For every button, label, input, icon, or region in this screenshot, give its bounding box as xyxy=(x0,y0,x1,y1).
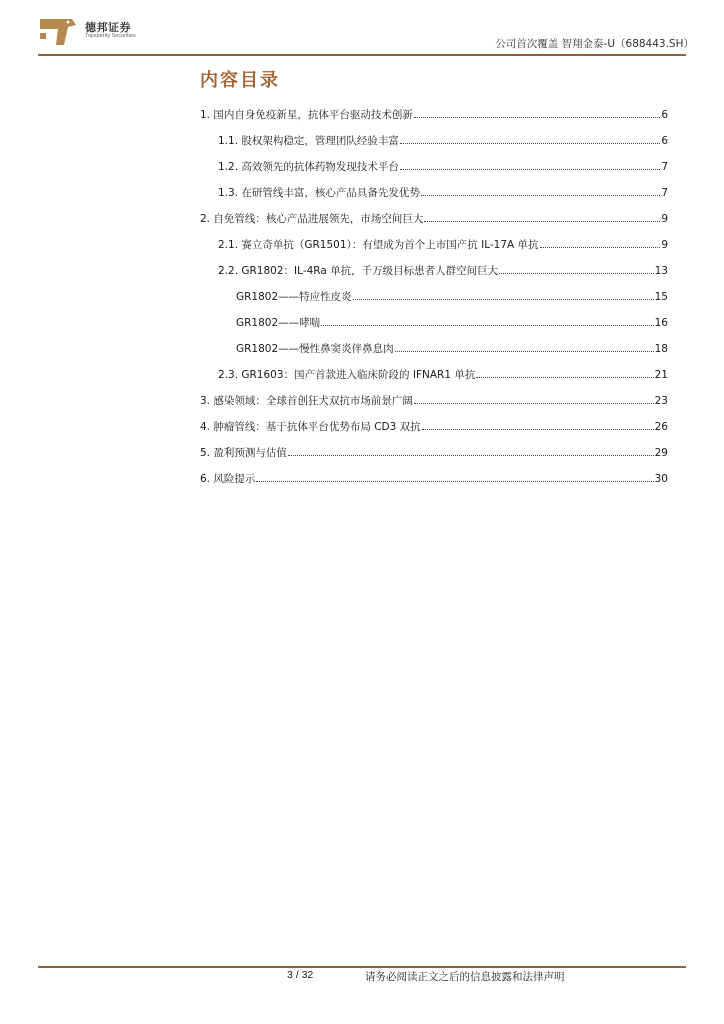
leader-dots xyxy=(353,290,654,300)
toc-entry[interactable] xyxy=(200,420,668,434)
toc-entry-label: 1.3. 在研管线丰富，核心产品具备先发优势 xyxy=(218,187,420,199)
toc-entry[interactable] xyxy=(218,264,668,278)
toc-entry-page: 30 xyxy=(654,473,668,485)
legal-disclaimer: 请务必阅读正文之后的信息披露和法律声明 xyxy=(365,971,565,983)
toc-entry-page: 26 xyxy=(654,421,668,433)
report-header-title: 公司首次覆盖 智翔金泰-U（688443.SH） xyxy=(495,38,694,50)
toc-entry[interactable] xyxy=(218,134,668,148)
toc-entry-label: 2.2. GR1802：IL-4Ra 单抗，千万级目标患者人群空间巨大 xyxy=(218,265,499,277)
toc-entry-label: 3. 感染领域：全球首创狂犬双抗市场前景广阔 xyxy=(200,395,413,407)
toc-entry-label: GR1802——慢性鼻窦炎伴鼻息肉 xyxy=(236,343,394,355)
toc-entry-page: 21 xyxy=(654,369,668,381)
leader-dots xyxy=(424,212,660,222)
toc-entry-label: 1.2. 高效领先的抗体药物发现技术平台 xyxy=(218,161,399,173)
toc-entry[interactable] xyxy=(218,160,668,174)
toc-entry-page: 16 xyxy=(654,317,668,329)
toc-entry-label: 2.1. 赛立奇单抗（GR1501）：有望成为首个上市国产抗 IL-17A 单抗 xyxy=(218,239,539,251)
toc-entry-label: 5. 盈利预测与估值 xyxy=(200,447,287,459)
toc-entry-page: 13 xyxy=(654,265,668,277)
toc-entry-label: 1.1. 股权架构稳定，管理团队经验丰富 xyxy=(218,135,399,147)
toc-entry[interactable] xyxy=(200,108,668,122)
brand-name-en: Topsperity Securities xyxy=(85,33,136,39)
toc-entry-label: 6. 风险提示 xyxy=(200,473,256,485)
toc-entry-label: GR1802——特应性皮炎 xyxy=(236,291,352,303)
toc-entry-page: 9 xyxy=(661,239,668,251)
toc-entry[interactable] xyxy=(200,212,668,226)
toc-entry[interactable] xyxy=(236,290,668,304)
toc-title: 内容目录 xyxy=(200,70,280,91)
toc-entry[interactable] xyxy=(218,186,668,200)
toc-entry-label: 2.3. GR1603：国产首款进入临床阶段的 IFNAR1 单抗 xyxy=(218,369,476,381)
toc-entry-page: 6 xyxy=(661,109,668,121)
toc-entry-label: 1. 国内自身免疫新星，抗体平台驱动技术创新 xyxy=(200,109,413,121)
toc-entry-label: 2. 自免管线：核心产品进展领先，市场空间巨大 xyxy=(200,213,424,225)
toc-entry-page: 23 xyxy=(654,395,668,407)
page-number: 3 / 32 xyxy=(287,969,314,981)
leader-dots xyxy=(414,394,654,404)
toc-entry[interactable] xyxy=(200,446,668,460)
toc-entry[interactable] xyxy=(218,238,668,252)
leader-dots xyxy=(476,368,653,378)
toc-entry-page: 15 xyxy=(654,291,668,303)
leader-dots xyxy=(256,472,653,482)
toc-entry-page: 29 xyxy=(654,447,668,459)
leader-dots xyxy=(288,446,654,456)
toc-entry[interactable] xyxy=(218,368,668,382)
toc-entry[interactable] xyxy=(200,472,668,486)
toc-entry-page: 6 xyxy=(661,135,668,147)
brand-name-cn: 德邦证券 xyxy=(85,21,131,34)
toc-entry[interactable] xyxy=(236,316,668,330)
leader-dots xyxy=(321,316,653,326)
leader-dots xyxy=(499,264,654,274)
toc-entry-page: 18 xyxy=(654,343,668,355)
header-divider xyxy=(38,54,686,56)
toc-entry-label: GR1802——哮喘 xyxy=(236,317,321,329)
leader-dots xyxy=(395,342,654,352)
leader-dots xyxy=(400,160,660,170)
toc-entry-label: 4. 肿瘤管线：基于抗体平台优势布局 CD3 双抗 xyxy=(200,421,421,433)
leader-dots xyxy=(421,186,660,196)
toc-entry[interactable] xyxy=(200,394,668,408)
toc-entry[interactable] xyxy=(236,342,668,356)
toc-entry-page: 7 xyxy=(661,161,668,173)
leader-dots xyxy=(422,420,654,430)
leader-dots xyxy=(400,134,660,144)
footer-divider xyxy=(38,966,686,968)
page-header xyxy=(0,0,724,60)
leader-dots xyxy=(540,238,661,248)
leader-dots xyxy=(414,108,660,118)
toc-entry-page: 7 xyxy=(661,187,668,199)
topsperity-logo xyxy=(38,15,78,49)
toc-entry-page: 9 xyxy=(661,213,668,225)
